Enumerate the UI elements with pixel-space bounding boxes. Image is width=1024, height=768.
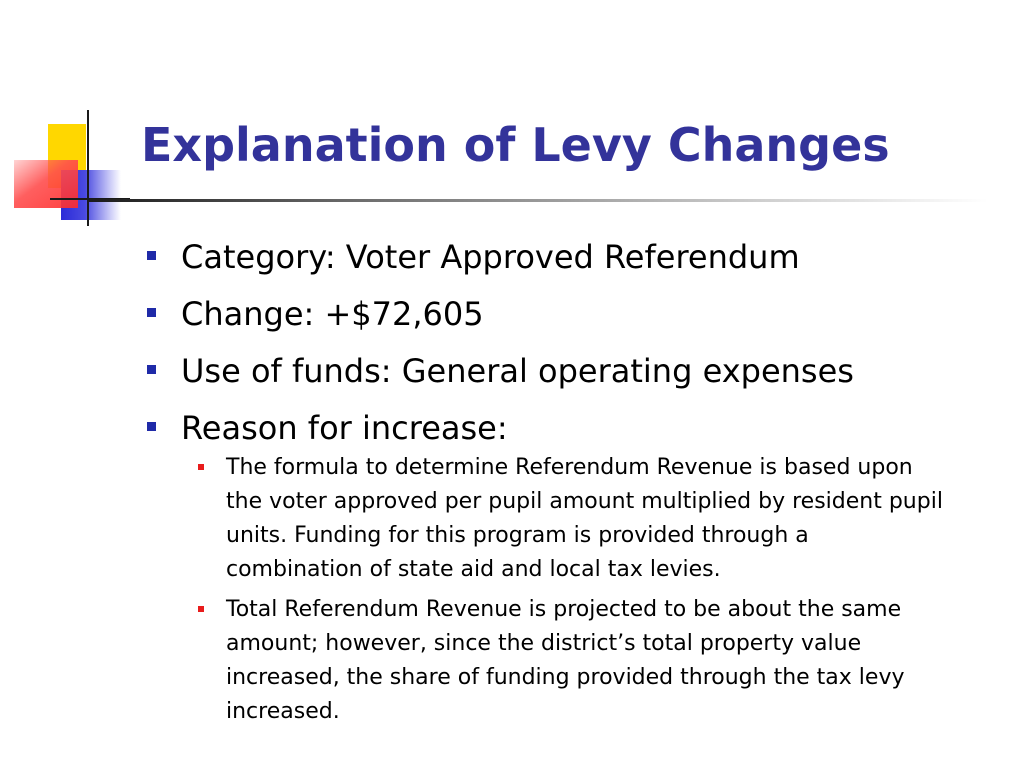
bullet-list xyxy=(145,236,985,729)
sub-bullet-item-total-revenue xyxy=(181,593,946,729)
title-underline xyxy=(88,199,988,202)
small-square-bullet-icon xyxy=(198,464,204,470)
sub-bullet-text: The formula to determine Referendum Revenue is based upon the voter approved per pupil amount multiplied by resident pupil units. Funding for this program is provided through a combination of state aid and local tax levies. xyxy=(226,455,943,582)
square-bullet-icon xyxy=(147,251,156,260)
square-bullet-icon xyxy=(147,308,156,317)
small-square-bullet-icon xyxy=(198,606,204,612)
logo-vertical-line xyxy=(87,110,89,226)
square-bullet-icon xyxy=(147,365,156,374)
bullet-text: Use of funds: General operating expenses xyxy=(181,352,854,390)
bullet-item-change xyxy=(145,293,985,335)
slide-content xyxy=(145,236,985,744)
bullet-text: Category: Voter Approved Referendum xyxy=(181,238,800,276)
bullet-item-category xyxy=(145,236,985,278)
sub-bullet-list xyxy=(181,451,985,729)
sub-bullet-text: Total Referendum Revenue is projected to be about the same amount; however, since the district’s total property value increased, the share of funding provided through the tax levy increased. xyxy=(226,597,905,724)
slide-title: Explanation of Levy Changes xyxy=(141,118,890,172)
sub-bullet-item-formula xyxy=(181,451,946,587)
bullet-item-reason xyxy=(145,407,985,729)
square-bullet-icon xyxy=(147,422,156,431)
bullet-text: Change: +$72,605 xyxy=(181,295,484,333)
bullet-item-use-of-funds xyxy=(145,350,985,392)
logo-red-block xyxy=(14,160,78,208)
bullet-text: Reason for increase: xyxy=(181,409,508,447)
